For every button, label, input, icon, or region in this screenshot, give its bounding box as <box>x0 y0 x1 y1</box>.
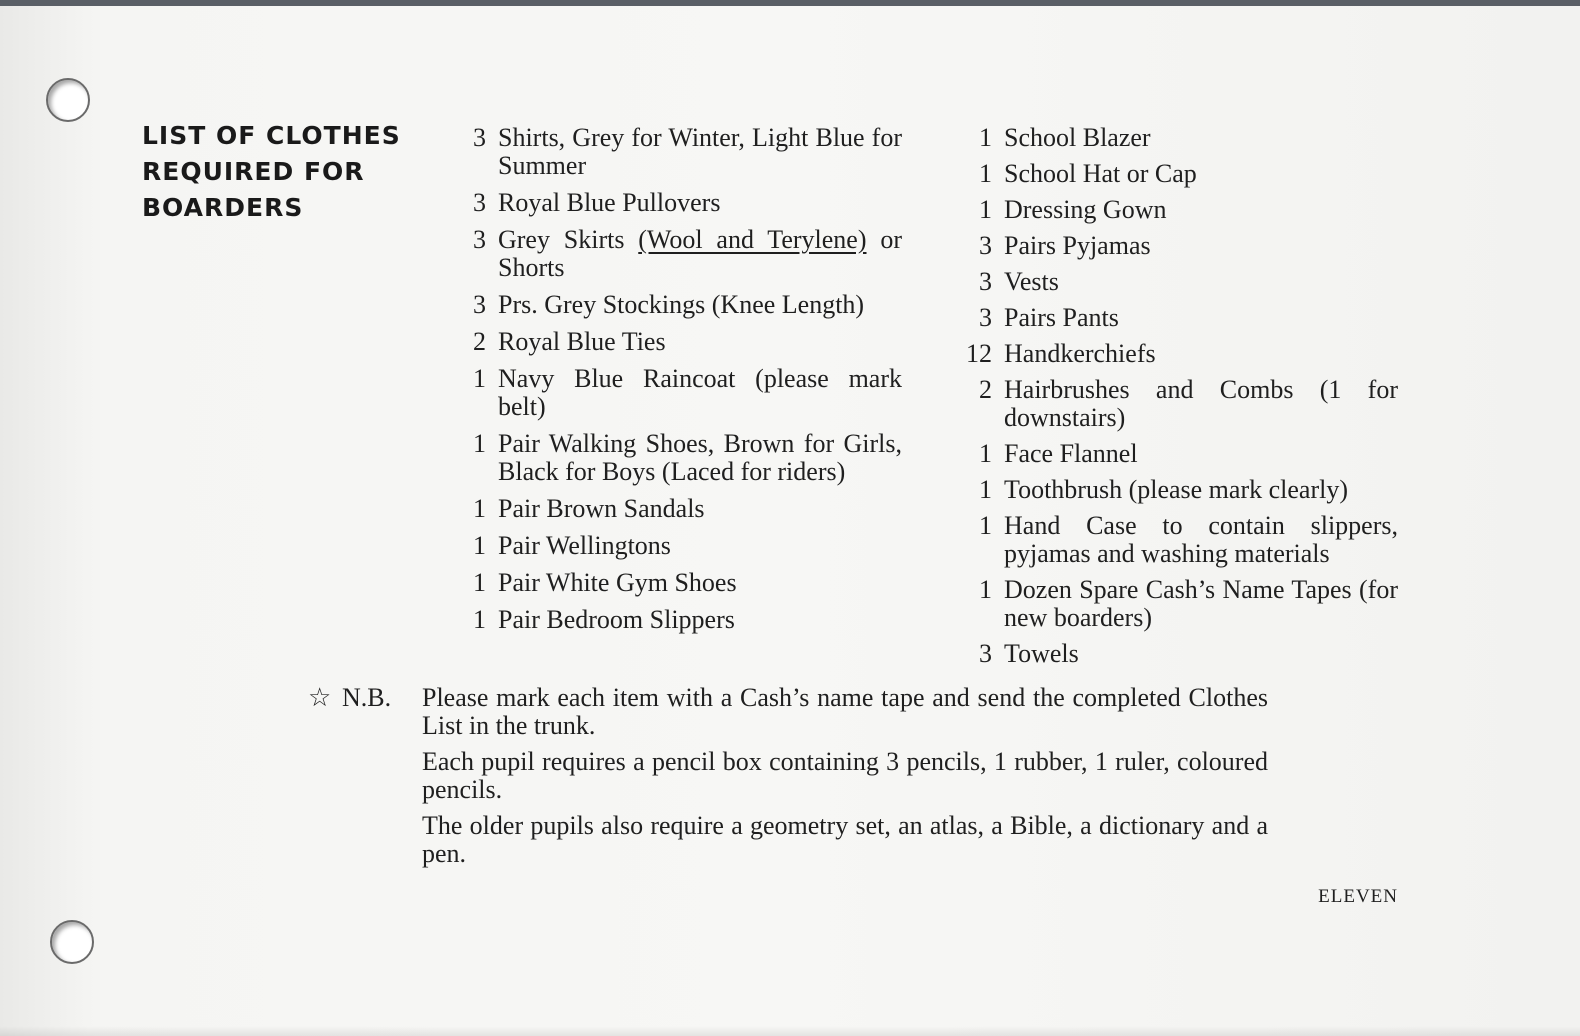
item-quantity: 1 <box>979 123 992 152</box>
item-description: Towels <box>1004 639 1079 668</box>
item-quantity: 1 <box>473 429 486 458</box>
list-item <box>960 376 1398 432</box>
list-item <box>960 476 1398 504</box>
item-quantity: 1 <box>979 475 992 504</box>
item-quantity: 1 <box>473 364 486 393</box>
item-description <box>498 226 902 282</box>
list-item <box>960 124 1398 152</box>
item-description: Face Flannel <box>1004 439 1138 468</box>
item-quantity: 3 <box>473 290 486 319</box>
list-item <box>460 226 902 282</box>
note-block <box>422 684 1268 876</box>
note-paragraph: Please mark each item with a Cash’s name tape and send the completed Clothes List in the trunk. <box>422 683 1268 740</box>
item-description: Pairs Pyjamas <box>1004 231 1151 260</box>
item-text: or Shorts <box>498 225 902 282</box>
item-text: Grey Skirts <box>498 225 639 254</box>
item-quantity: 3 <box>979 231 992 260</box>
item-description: School Hat or Cap <box>1004 159 1197 188</box>
heading-line-1: LIST OF CLOTHES <box>142 121 401 150</box>
item-quantity: 3 <box>979 303 992 332</box>
list-item <box>460 291 902 319</box>
item-description: Shirts, Grey for Winter, Light Blue for Summer <box>498 123 902 180</box>
item-description: Dozen Spare Cash’s Name Tapes (for new boarders) <box>1004 575 1398 632</box>
punch-hole-bottom <box>50 920 94 964</box>
list-item <box>460 532 902 560</box>
list-item <box>960 196 1398 224</box>
item-description: Handkerchiefs <box>1004 339 1156 368</box>
list-item <box>460 430 902 486</box>
list-item <box>960 576 1398 632</box>
item-quantity: 3 <box>473 123 486 152</box>
item-quantity: 3 <box>473 225 486 254</box>
item-description: Pair Brown Sandals <box>498 494 705 523</box>
item-description: Pair Wellingtons <box>498 531 671 560</box>
item-quantity: 1 <box>979 159 992 188</box>
list-item <box>460 124 902 180</box>
item-quantity: 3 <box>473 188 486 217</box>
list-item <box>960 304 1398 332</box>
item-quantity: 1 <box>473 568 486 597</box>
item-quantity: 12 <box>966 339 992 368</box>
list-item <box>960 160 1398 188</box>
item-description: Prs. Grey Stockings (Knee Length) <box>498 290 865 319</box>
list-item <box>960 340 1398 368</box>
list-item <box>460 189 902 217</box>
item-quantity: 2 <box>473 327 486 356</box>
clothes-list-left <box>460 124 902 634</box>
item-description: Pair Walking Shoes, Brown for Girls, Black for Boys (Laced for riders) <box>498 429 902 486</box>
item-quantity: 1 <box>979 511 992 540</box>
item-description: Vests <box>1004 267 1059 296</box>
list-item <box>460 328 902 356</box>
list-item <box>960 640 1398 668</box>
punch-hole-top <box>46 78 90 122</box>
item-description: Navy Blue Raincoat (please mark belt) <box>498 364 902 421</box>
item-quantity: 2 <box>979 375 992 404</box>
item-description: Hairbrushes and Combs (1 for downstairs) <box>1004 375 1398 432</box>
list-item <box>960 440 1398 468</box>
item-description: Pairs Pants <box>1004 303 1119 332</box>
item-description: Royal Blue Ties <box>498 327 666 356</box>
heading-line-2: REQUIRED FOR <box>142 157 365 186</box>
item-quantity: 1 <box>979 195 992 224</box>
star-icon: ☆ <box>308 683 332 712</box>
item-quantity: 1 <box>979 575 992 604</box>
item-quantity: 1 <box>979 439 992 468</box>
item-description: Royal Blue Pullovers <box>498 188 721 217</box>
heading-line-3: BOARDERS <box>142 193 304 222</box>
item-description: Toothbrush (please mark clearly) <box>1004 475 1348 504</box>
item-quantity: 3 <box>979 639 992 668</box>
item-description: School Blazer <box>1004 123 1151 152</box>
item-description: Hand Case to contain slippers, pyjamas and washing materials <box>1004 511 1398 568</box>
list-item <box>960 232 1398 260</box>
page-number: ELEVEN <box>1318 886 1398 907</box>
note-paragraph: The older pupils also require a geometry set, an atlas, a Bible, a dictionary and a pen. <box>422 811 1268 868</box>
item-description: Dressing Gown <box>1004 195 1167 224</box>
note-paragraph: Each pupil requires a pencil box containing 3 pencils, 1 rubber, 1 ruler, coloured pencils. <box>422 747 1268 804</box>
list-item <box>460 569 902 597</box>
item-quantity: 1 <box>473 605 486 634</box>
item-description: Pair Bedroom Slippers <box>498 605 735 634</box>
clothes-list-right <box>960 124 1398 668</box>
note-label: N.B. <box>342 683 392 712</box>
list-item <box>460 495 902 523</box>
list-item <box>460 606 902 634</box>
item-quantity: 1 <box>473 531 486 560</box>
page-heading <box>142 118 442 226</box>
list-item <box>460 365 902 421</box>
item-description: Pair White Gym Shoes <box>498 568 737 597</box>
list-item <box>960 512 1398 568</box>
item-text-underlined: (Wool and Terylene) <box>638 225 867 254</box>
list-item <box>960 268 1398 296</box>
item-quantity: 3 <box>979 267 992 296</box>
item-quantity: 1 <box>473 494 486 523</box>
